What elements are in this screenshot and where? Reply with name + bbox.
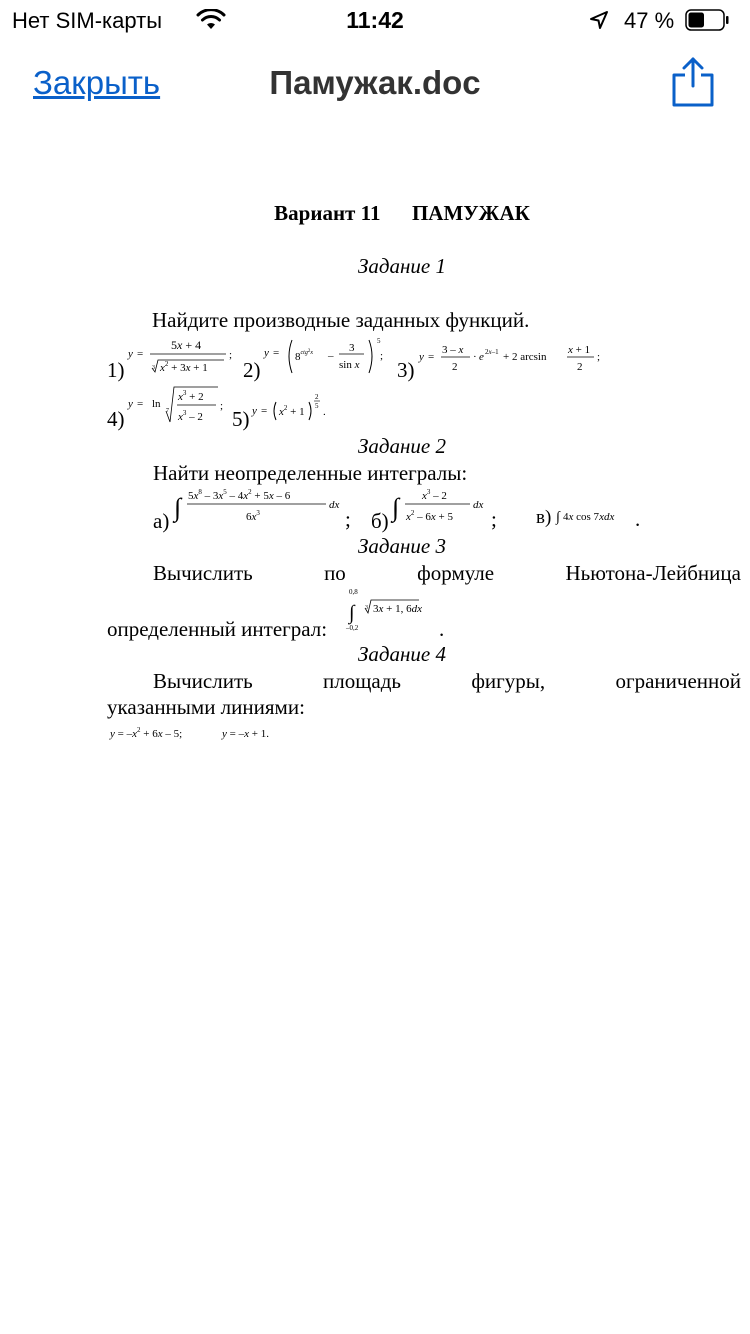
definite-integral — [344, 585, 436, 635]
formula-4 — [126, 382, 230, 428]
svg-text:x2 – 6x + 5: $x^2 - 6x + 5$ — [406, 509, 453, 523]
task1-label-5: 5) — [232, 407, 250, 431]
task3-end: . — [439, 617, 445, 641]
svg-text:2: 2 — [315, 393, 319, 401]
svg-text:3: 3 — [365, 605, 368, 611]
svg-text:y: y — [252, 405, 257, 417]
task4-heading: Задание 4 — [357, 642, 446, 666]
task2-label-c: в) — [536, 507, 552, 528]
task4-line1 — [153, 669, 741, 694]
integral-b — [390, 484, 490, 530]
task3-word-3: формуле — [417, 561, 495, 585]
formula-3 — [417, 339, 607, 379]
svg-text:;: ; — [380, 350, 384, 362]
formula-1 — [126, 337, 238, 379]
task1-label-3: 3) — [397, 358, 415, 382]
svg-text:y = –x + 1.: y = –x + 1. — [222, 728, 269, 740]
svg-text:y = –x2 + 6x – 5;: $y = -x^2 + 6x - 5$; — [110, 726, 183, 740]
svg-text:ln: ln — [152, 398, 161, 410]
svg-text:x3 – 2: $x^3 - 2$ — [422, 488, 447, 502]
svg-text:+ 2 arcsin: + 2 arcsin — [503, 351, 547, 363]
svg-text:–: – — [328, 350, 334, 362]
svg-text:=: = — [273, 347, 280, 359]
svg-text:=: = — [261, 405, 268, 417]
svg-text:3x + 1, 6dx: 3x + 1, 6dx — [373, 603, 422, 615]
svg-text:y: y — [128, 348, 133, 360]
svg-text:5: 5 — [315, 402, 319, 410]
svg-text:dx: dx — [329, 499, 340, 511]
integral-a — [172, 484, 348, 530]
svg-text:3: 3 — [152, 365, 155, 371]
svg-text:4x cos 7xdx: 4x cos 7xdx — [563, 511, 615, 523]
svg-text:sin x: sin x — [339, 359, 360, 371]
integral-c — [555, 503, 635, 527]
svg-text:y: y — [419, 351, 424, 363]
battery-percent: 47 % — [624, 8, 675, 33]
svg-text:dx: dx — [473, 499, 484, 511]
svg-text:5: 5 — [377, 337, 381, 345]
svg-text:∫: ∫ — [556, 510, 560, 525]
task2-label-a: а) — [153, 509, 170, 533]
svg-text:∫: ∫ — [349, 602, 355, 624]
svg-text:y: y — [128, 398, 133, 410]
svg-text:x2 + 3x + 1: $x^2 + 3x + 1$ — [160, 360, 208, 374]
task4-word-2: площадь — [323, 669, 402, 693]
task2-sep-b: ; — [491, 507, 497, 531]
formula-2 — [262, 335, 392, 379]
task4-word-3: фигуры, — [471, 669, 546, 693]
carrier-label: Нет SIM-карты — [12, 8, 163, 33]
task3-word-2: по — [324, 561, 346, 585]
svg-text:=: = — [137, 398, 144, 410]
svg-text:5x + 4: 5x + 4 — [171, 338, 202, 352]
task2-sep-c: . — [635, 507, 641, 531]
svg-text:2x–1: 2x–1 — [485, 348, 499, 356]
svg-text:y: y — [264, 347, 269, 359]
svg-text:–0,2: –0,2 — [346, 624, 359, 632]
svg-text:x + 1: x + 1 — [568, 344, 591, 356]
svg-text:e: e — [479, 351, 484, 363]
svg-text:;: ; — [229, 349, 233, 361]
formula-5 — [250, 388, 332, 426]
svg-text:3: 3 — [349, 342, 355, 354]
task1-label-2: 2) — [243, 358, 261, 382]
task1-label-1: 1) — [107, 358, 125, 382]
svg-text:6x3: $6x^3$ — [246, 509, 260, 523]
svg-text:2: 2 — [577, 361, 583, 373]
task2-sep-a: ; — [345, 507, 351, 531]
task3-word-4: Ньютона-Лейбница — [565, 561, 741, 585]
task1-instruction: Найдите производные заданных функций. — [152, 308, 530, 332]
svg-text:;: ; — [220, 400, 224, 412]
svg-text:8ctg2x: $8^{ctg}2x$ — [295, 349, 314, 363]
task3-line1 — [153, 561, 741, 586]
svg-text:x3 + 2: $x^3 + 2$ — [178, 389, 204, 403]
task4-line2: указанными линиями: — [107, 695, 305, 719]
task1-heading: Задание 1 — [357, 254, 446, 278]
svg-text:∫: ∫ — [392, 493, 400, 522]
task2-label-b: б) — [371, 509, 389, 533]
task4-word-1: Вычислить — [153, 669, 253, 693]
svg-text:5x8 – 3x5 – 4x2 + 5x – 6: $5x^8 - 3x^5 - 4x^2 + 5x - 6$ — [188, 488, 291, 502]
variant-heading: Вариант 11 ПАМУЖАК — [274, 201, 530, 225]
task4-equations — [108, 722, 298, 742]
svg-text:.: . — [323, 406, 326, 418]
task1-label-4: 4) — [107, 407, 125, 431]
svg-text:·: · — [473, 351, 477, 363]
task2-heading: Задание 2 — [357, 434, 446, 458]
svg-text:=: = — [137, 348, 144, 360]
svg-text:0,8: 0,8 — [349, 588, 358, 596]
svg-text:x3 – 2: $x^3 - 2$ — [178, 409, 203, 423]
svg-text:=: = — [428, 351, 435, 363]
task3-word-1: Вычислить — [153, 561, 253, 585]
svg-text:7: 7 — [166, 408, 169, 414]
svg-text:;: ; — [597, 351, 601, 363]
task3-line2: определенный интеграл: — [107, 617, 328, 641]
close-button[interactable]: Закрыть — [33, 64, 161, 101]
svg-text:2: 2 — [452, 361, 458, 373]
task4-word-4: ограниченной — [615, 669, 741, 693]
svg-text:∫: ∫ — [174, 493, 182, 522]
svg-text:x2 + 1: $x^2 + 1$ — [279, 404, 305, 418]
task2-instruction: Найти неопределенные интегралы: — [153, 461, 468, 485]
clock: 11:42 — [346, 7, 404, 33]
svg-text:3 – x: 3 – x — [442, 344, 464, 356]
task3-heading: Задание 3 — [357, 534, 446, 558]
document-title: Памужак.doc — [269, 64, 481, 101]
